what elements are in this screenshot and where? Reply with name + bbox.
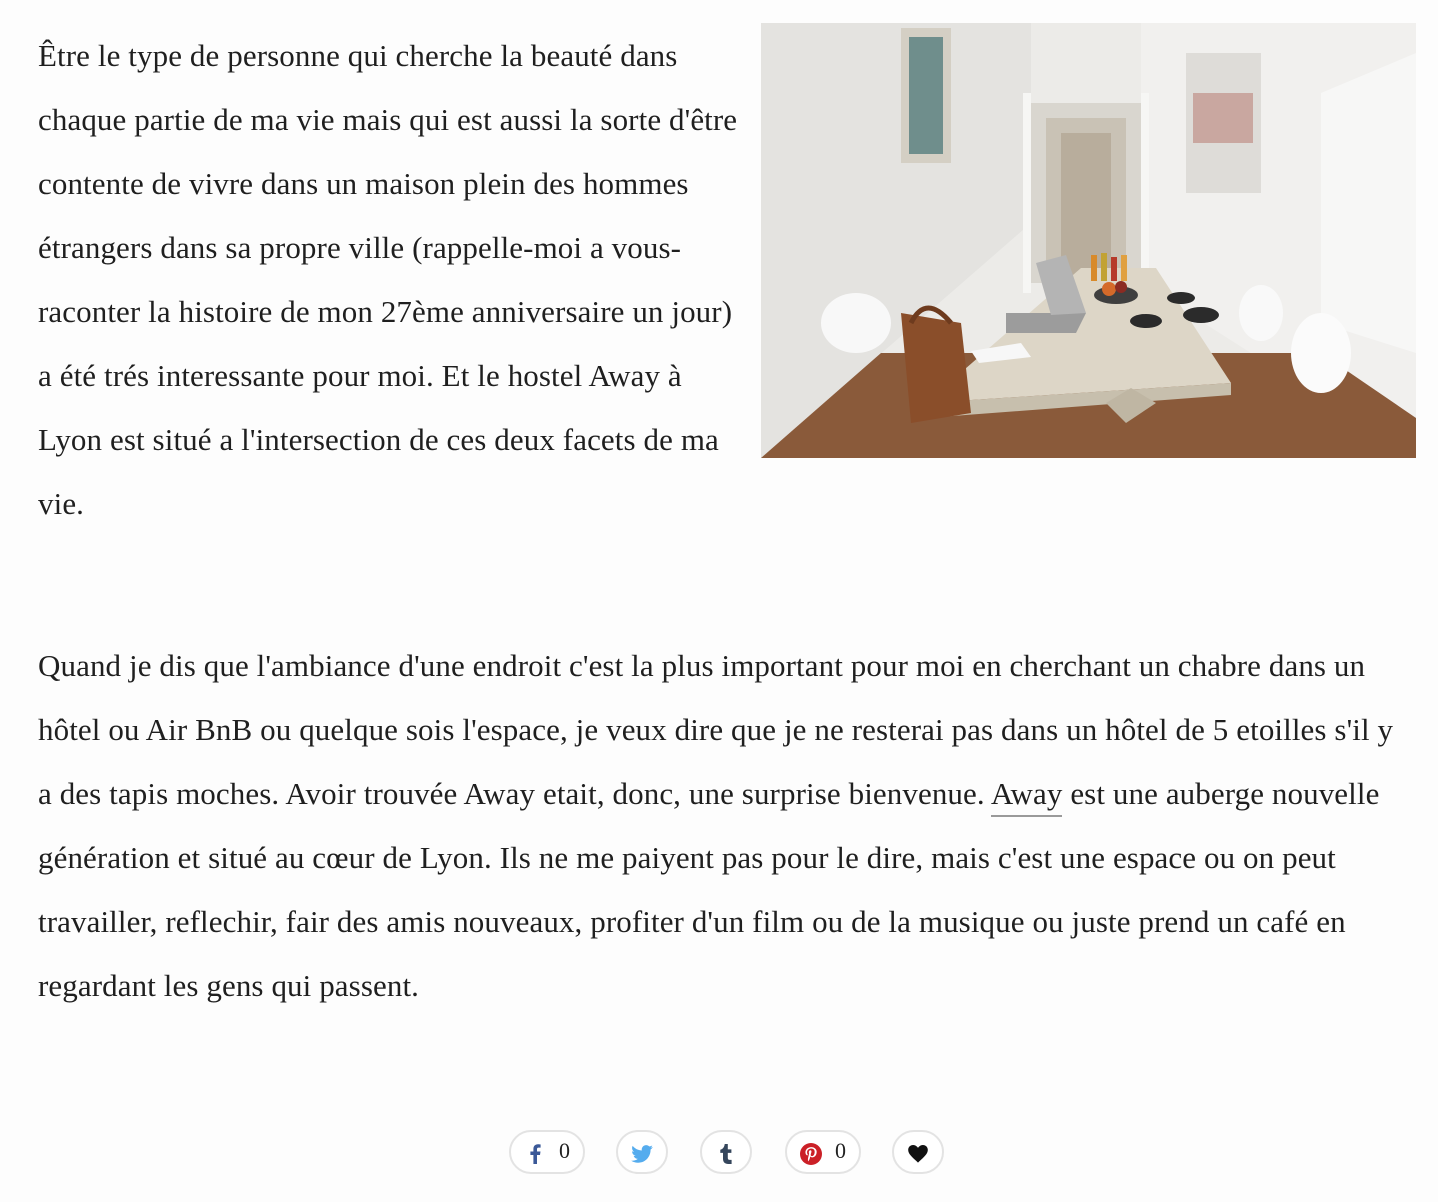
- pinterest-share-count: 0: [835, 1138, 846, 1163]
- body-paragraph: [38, 634, 1408, 1018]
- twitter-bird-icon: [618, 1132, 666, 1176]
- intro-paragraph: Être le type de personne qui cherche la beauté dans chaque partie de ma vie mais qui est aussi la sorte d'être contente de vivre dans un maison plein des hommes étrangers dans sa propre ville (rappelle-moi a vous-raconter la histoire de mon 27ème anniversaire un jour) a été trés interessante pour moi. Et le hostel Away à Lyon est situé a l'intersection de ces deux facets de ma vie.: [38, 38, 738, 521]
- facebook-share-count: 0: [559, 1138, 570, 1163]
- away-hostel-link[interactable]: Away: [991, 776, 1063, 817]
- body-text-part-2: est une auberge nouvelle génération et situé au cœur de Lyon. Ils ne me paiyent pas pour le dire, mais c'est une espace ou on peut travailler, reflechir, fair des amis nouveaux, profiter d'un film ou de la musique ou juste prend un café en regardant les gens qui passent.: [38, 776, 1380, 1003]
- like-button[interactable]: [892, 1130, 944, 1174]
- facebook-icon: [511, 1132, 559, 1176]
- pinterest-icon: [787, 1132, 835, 1176]
- share-bar: [0, 1130, 1438, 1176]
- facebook-share-button[interactable]: [509, 1130, 585, 1174]
- body-text-part-1: Quand je dis que l'ambiance d'une endroit c'est la plus important pour moi en cherchant un chabre dans un hôtel ou Air BnB ou quelque sois l'espace, je veux dire que je ne resterai pas dans un hôtel de 5 etoilles s'il y a des tapis moches. Avoir trouvée Away etait, donc, une surprise bienvenue.: [38, 648, 1394, 811]
- tumblr-icon: [702, 1132, 750, 1176]
- tumblr-share-button[interactable]: [700, 1130, 752, 1174]
- pinterest-share-button[interactable]: [785, 1130, 861, 1174]
- meeting-room-photo: [761, 23, 1416, 458]
- heart-icon: [894, 1132, 942, 1176]
- twitter-share-button[interactable]: [616, 1130, 668, 1174]
